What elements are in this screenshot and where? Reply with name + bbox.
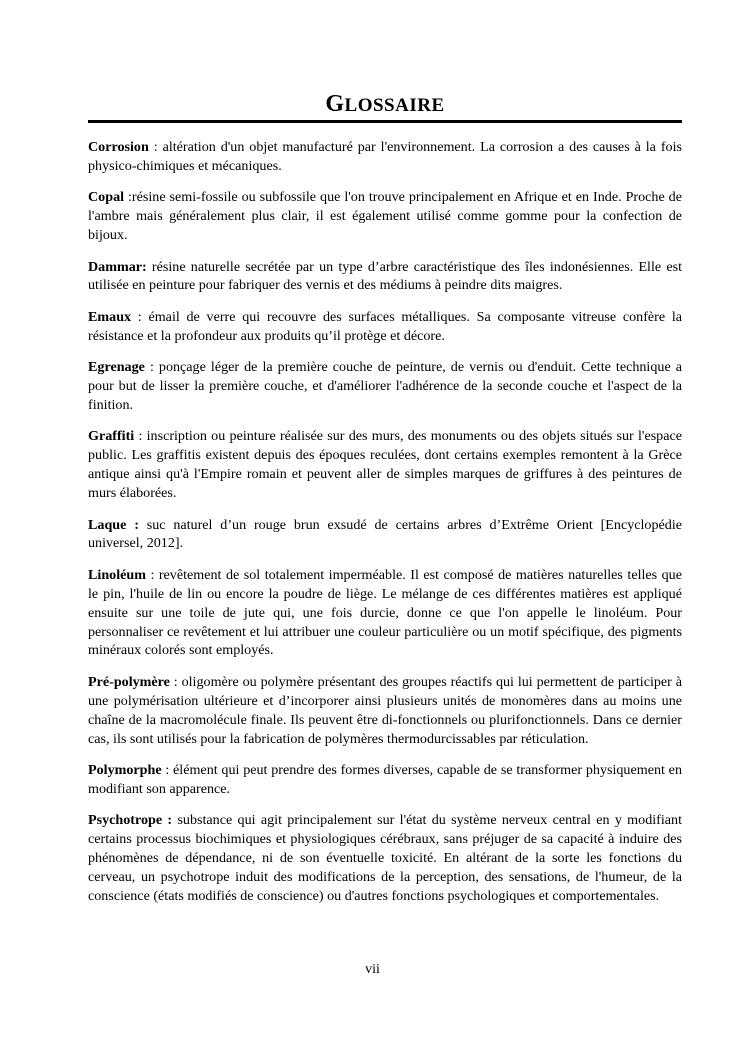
- glossary-entry-graffiti: [88, 427, 682, 503]
- term-separator: :: [134, 428, 147, 445]
- term-separator: :: [169, 673, 182, 690]
- glossary-term: Laque :: [88, 516, 139, 533]
- glossary-entry-dammar: [88, 258, 682, 296]
- glossary-term: Emaux: [88, 308, 132, 325]
- term-separator: :: [144, 359, 159, 376]
- glossary-term: Copal: [88, 189, 125, 206]
- term-separator: :: [148, 139, 163, 155]
- term-separator: [139, 517, 147, 533]
- glossary-definition: ponçage léger de la première couche de peinture, de vernis ou d'enduit. Cette technique a pour but de lisser la première couche, et d'améliorer l'adhérence de la seconde couche et l'aspect de la finition.: [88, 359, 682, 413]
- glossary-term: Graffiti: [88, 428, 135, 445]
- glossary-definition: émail de verre qui recouvre des surfaces métalliques. Sa composante vitreuse confère la résistance et la profondeur aux produits qu’il protège et décore.: [88, 308, 683, 344]
- page-number: vii: [365, 962, 380, 977]
- glossary-entry-egrenage: [88, 358, 682, 415]
- glossary-definition: suc naturel d’un rouge brun exsudé de certains arbres d’Extrême Orient [Encyclopédie universel, 2012].: [88, 516, 682, 552]
- glossary-definition: élément qui peut prendre des formes diverses, capable de se transformer physiquement en modifiant son apparence.: [88, 761, 682, 797]
- glossary-definition: oligomère ou polymère présentant des groupes réactifs qui lui permettent de participer à une polymérisation ultérieure et d’incorporer ainsi plusieurs unités de monomères dans au moins une chaîne de la macromolécule finale. Ils peuvent être di-fonctionnels ou plurifonctionnels. Dans ce dernier cas, ils sont utilisés pour la fabrication de polymères thermodurcissables par réticulation.: [88, 673, 683, 747]
- glossary-term: Corrosion: [88, 139, 149, 155]
- glossary-definition: résine semi-fossile ou subfossile que l'on trouve principalement en Afrique et en Inde. Proche de l'ambre mais généralement plus clair, il est également utilisé comme gomme pour la confection de bijoux.: [88, 189, 682, 244]
- title-first-letter: G: [325, 91, 345, 117]
- glossary-entry-pre-polymere: [88, 673, 682, 749]
- glossary-definition: substance qui agit principalement sur l'état du système nerveux central en y modifiant certains processus biochimiques et physiologiques cérébraux, sans préjuger de sa capacité à induire des phénomènes de dépendance, ni de son éventuelle toxicité. En altérant de la sorte les fonctions du cerveau, un psychotrope induit des modifications de la perception, des sensations, de l'humeur, de la conscience (états modifiés de conscience) ou d'autres fonctions psychologiques et comportementales.: [88, 812, 682, 904]
- glossary-entry-linoleum: [88, 566, 682, 661]
- glossary-list: [88, 138, 682, 918]
- title-rule: [88, 120, 682, 123]
- glossary-definition: résine naturelle secrétée par un type d’arbre caractéristique des îles indonésiennes. Elle est utilisée en peinture pour fabriquer des vernis et des médiums à peindre dits maigres.: [88, 258, 683, 294]
- term-separator: :: [161, 761, 174, 778]
- page-title: [88, 90, 682, 120]
- glossary-entry-laque: [88, 516, 682, 554]
- glossary-entry-copal: [88, 188, 682, 245]
- term-separator: :: [124, 189, 132, 206]
- glossary-entry-corrosion: [88, 138, 682, 176]
- term-separator: :: [145, 566, 159, 583]
- term-separator: :: [131, 308, 149, 325]
- glossary-term: Polymorphe: [88, 761, 162, 778]
- glossary-term: Linoléum: [88, 566, 146, 583]
- glossary-entry-emaux: [88, 308, 682, 346]
- glossary-definition: revêtement de sol totalement imperméable. Il est composé de matières naturelles telles que le pin, l'huile de lin ou encore la poudre de liège. Le mélange de ces différentes matières est appliqué ensuite sur une toile de jute qui, une fois durcie, donne ce que l'on appelle le linoléum. Pour personnaliser ce revêtement et lui attribuer une couleur particulière ou un motif spécifique, des pigments minéraux colorés sont employés.: [88, 566, 682, 659]
- glossary-term: Dammar:: [88, 258, 147, 275]
- title-rest: LOSSAIRE: [344, 95, 445, 116]
- glossary-term: Psychotrope :: [88, 812, 173, 829]
- glossary-definition: inscription ou peinture réalisée sur des murs, des monuments ou des objets situés sur l'espace public. Les graffitis existent depuis des époques reculées, dont certains exemples remontent à la Grèce antique ainsi qu'à l'Empire romain et peuvent aller de simples marques de griffures à des peintures de murs élaborées.: [88, 428, 682, 502]
- glossary-definition: altération d'un objet manufacturé par l'environnement. La corrosion a des causes à la fois physico-chimiques et mécaniques.: [88, 139, 682, 174]
- glossary-term: Egrenage: [88, 359, 145, 376]
- glossary-term: Pré-polymère: [88, 673, 170, 690]
- glossary-entry-psychotrope: [88, 811, 682, 906]
- glossary-entry-polymorphe: [88, 761, 682, 799]
